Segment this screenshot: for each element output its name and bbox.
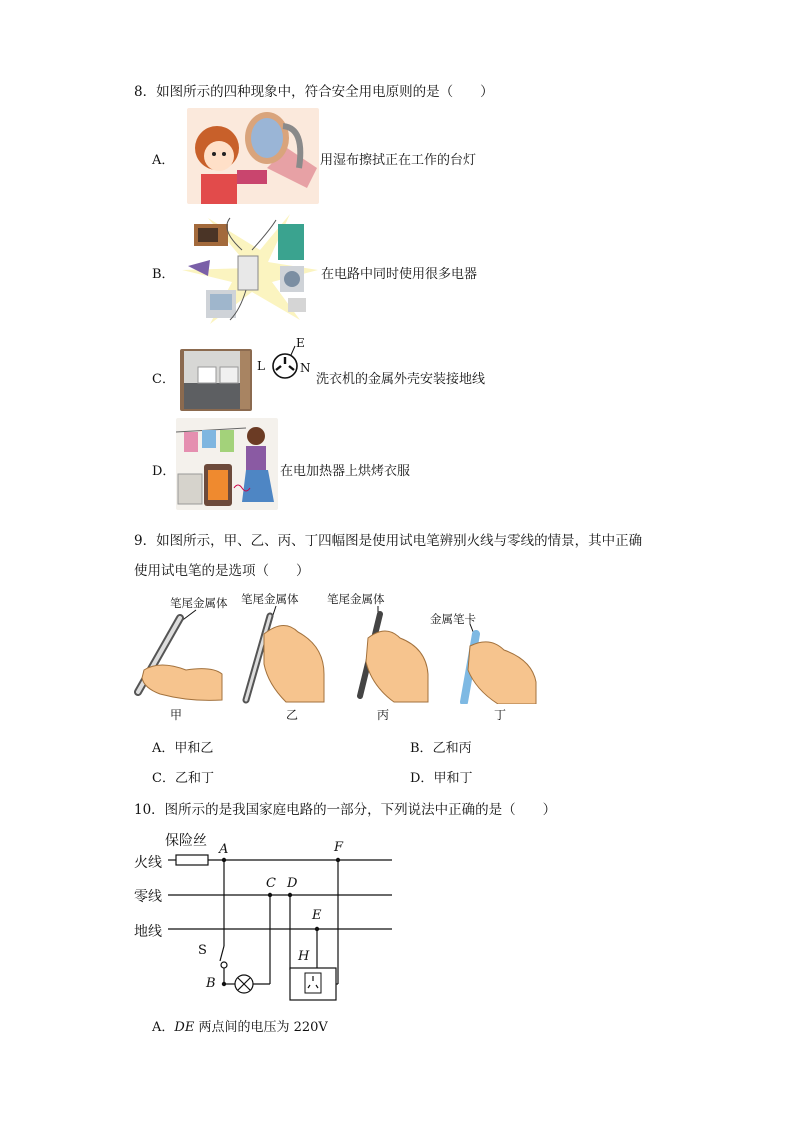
q10-option-a-letter: A． [152, 1020, 175, 1035]
q8-option-b-text: 在电路中同时使用很多电器 [321, 267, 478, 282]
point-s: S [198, 943, 207, 958]
q8-option-a-letter: A． [152, 153, 175, 168]
fig-ding-caption: 金属笔卡 [430, 612, 476, 626]
point-d: D [287, 876, 298, 891]
q8-option-b-letter: B． [152, 267, 175, 282]
q9-option-a-text: 甲和乙 [174, 741, 214, 756]
fig-bing-label: 丙 [377, 708, 390, 722]
point-h: H [298, 949, 310, 964]
washing-machine-ground-image [180, 349, 252, 411]
q9-option-c-text: 乙和丁 [174, 771, 214, 786]
q8-option-a-text: 用湿布擦拭正在工作的台灯 [320, 153, 477, 168]
socket-label-l: L [257, 359, 265, 373]
ground-wire-label: 地线 [134, 924, 162, 940]
q9-stem-line2: 使用试电笔的是选项（ ） [134, 563, 310, 579]
point-f: F [334, 840, 344, 855]
q9-option-d-text: 甲和丁 [433, 771, 473, 786]
fig-yi-label: 乙 [286, 708, 299, 722]
tester-pen-yi-image [234, 604, 328, 704]
neutral-wire-label: 零线 [134, 889, 162, 905]
fuse-label: 保险丝 [165, 833, 207, 849]
socket-label-n: N [300, 361, 311, 375]
fig-bing-caption: 笔尾金属体 [327, 592, 385, 606]
q8-option-d-letter: D． [152, 464, 176, 479]
q10-option-a-text: 两点间的电压为 220V [194, 1020, 328, 1035]
q9-option-b [410, 737, 472, 756]
q9-option-c-letter: C． [152, 771, 175, 786]
three-pin-socket-diagram [256, 335, 316, 385]
point-a: A [219, 842, 229, 857]
tester-pen-bing-image [350, 604, 434, 704]
q9-option-b-letter: B． [410, 741, 433, 756]
wet-cloth-lamp-image [187, 108, 319, 204]
q9-option-d [410, 767, 472, 786]
fig-jia-caption: 笔尾金属体 [170, 596, 228, 610]
tester-pen-jia-image [130, 608, 226, 704]
household-circuit-diagram [160, 840, 400, 1010]
fig-jia-label: 甲 [170, 708, 183, 722]
point-e: E [312, 908, 322, 923]
q8-option-c-letter: C． [152, 372, 175, 387]
fig-yi-caption: 笔尾金属体 [241, 592, 299, 606]
q9-option-c [152, 767, 214, 786]
q9-option-b-text: 乙和丙 [432, 741, 472, 756]
heater-drying-clothes-image [176, 418, 278, 510]
q10-option-a-points: DE [174, 1020, 195, 1035]
point-c: C [266, 876, 276, 891]
q9-option-a-letter: A． [152, 741, 175, 756]
tester-pen-ding-image [452, 624, 540, 704]
q9-option-a [152, 737, 213, 756]
fig-ding-label: 丁 [494, 708, 507, 722]
q8-option-d-text: 在电加热器上烘烤衣服 [280, 464, 411, 479]
socket-label-e: E [296, 336, 305, 350]
q10-stem: 10．图所示的是我国家庭电路的一部分，下列说法中正确的是（ ） [134, 802, 557, 818]
overloaded-outlet-image [180, 210, 320, 328]
point-b: B [206, 976, 216, 991]
q9-stem-line1: 9．如图所示，甲、乙、丙、丁四幅图是使用试电笔辨别火线与零线的情景，其中正确 [134, 533, 643, 549]
q9-option-d-letter: D． [410, 771, 434, 786]
q8-option-c-text: 洗衣机的金属外壳安装接地线 [316, 372, 486, 387]
q8-stem: 8．如图所示的四种现象中，符合安全用电原则的是（ ） [134, 84, 494, 100]
live-wire-label: 火线 [134, 855, 162, 871]
q10-option-a [152, 1016, 328, 1035]
